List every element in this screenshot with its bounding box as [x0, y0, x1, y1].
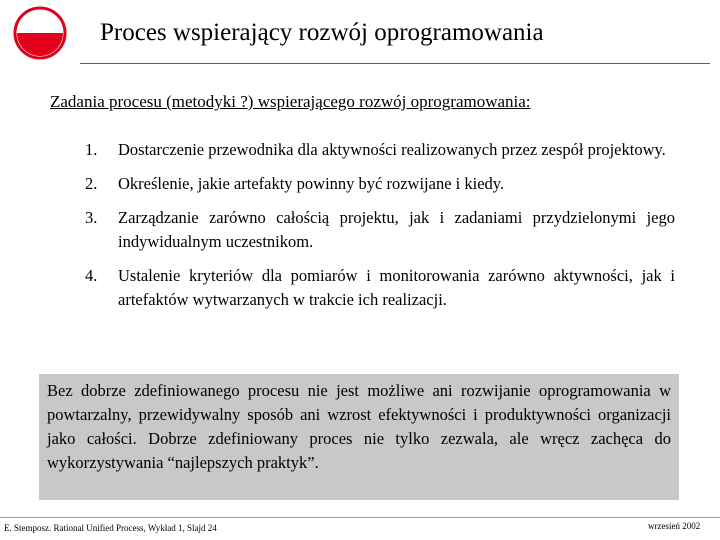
- list-item: [85, 172, 675, 196]
- list-item: [85, 264, 675, 312]
- list-item-text: Ustalenie kryteriów dla pomiarów i monitorowania zarówno aktywności, jak i artefaktów wytwarzanych w trakcie ich realizacji.: [118, 266, 675, 309]
- list-item-text: Określenie, jakie artefakty powinny być rozwijane i kiedy.: [118, 174, 505, 193]
- list-item-number: 3.: [85, 208, 98, 227]
- list-item-text: Dostarczenie przewodnika dla aktywności realizowanych przez zespół projektowy.: [118, 140, 666, 159]
- title-divider: [80, 63, 710, 64]
- list-item-text: Zarządzanie zarówno całością projektu, jak i zadaniami przydzielonymi jego indywidualnym uczestnikom.: [118, 208, 675, 251]
- slide-title: Proces wspierający rozwój oprogramowania: [100, 19, 544, 46]
- note-text: Bez dobrze zdefiniowanego procesu nie jest możliwe ani rozwijanie oprogramowania w powtarzalny, przewidywalny sposób ani wzrost efektywności i produktywności organizacji jako całości. Dobrze zdefiniowany proces nie tylko zezwala, ale wręcz zachęca do wykorzystywania “najlepszych praktyk”.: [47, 381, 671, 472]
- list-item-number: 1.: [85, 140, 98, 159]
- task-list: [85, 138, 675, 322]
- slide-subtitle: Zadania procesu (metodyki ?) wspierającego rozwój oprogramowania:: [50, 92, 531, 111]
- list-item: [85, 206, 675, 254]
- list-item-number: 4.: [85, 266, 98, 285]
- footer-date: wrzesień 2002: [648, 521, 701, 531]
- list-item: [85, 138, 675, 162]
- footer-divider: [0, 517, 720, 518]
- footer-caption: E. Stemposz. Rational Unified Process, Wykład 1, Slajd 24: [4, 523, 217, 533]
- list-item-number: 2.: [85, 174, 98, 193]
- logo-icon: [13, 6, 67, 60]
- note-box: [39, 374, 679, 500]
